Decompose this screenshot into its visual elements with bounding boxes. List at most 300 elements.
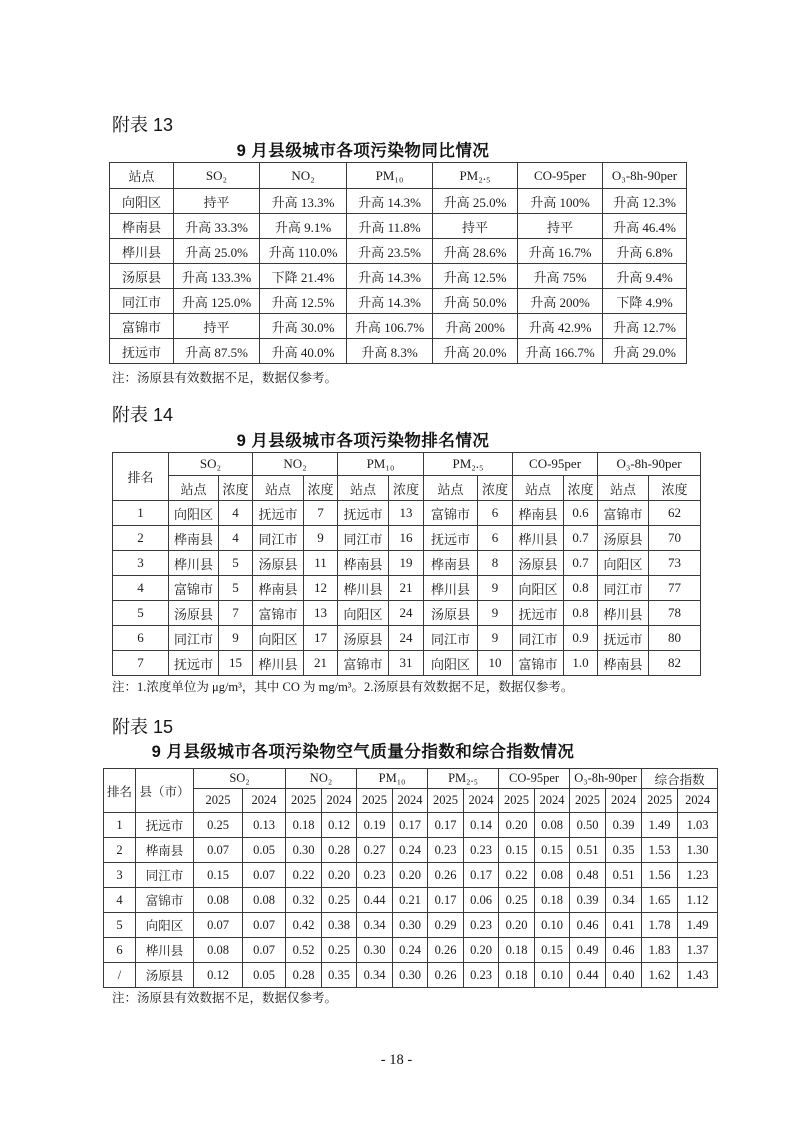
t14-conc-cell: 6 (478, 526, 513, 551)
t14-conc-cell: 0.9 (564, 626, 598, 651)
t13-cell: 升高 29.0% (603, 339, 687, 364)
t15-value-cell: 0.08 (194, 938, 243, 963)
t14-station-cell: 汤原县 (169, 601, 219, 626)
t14-station-cell: 桦南县 (338, 551, 389, 576)
t15-value-cell: 0.44 (357, 888, 393, 913)
t15-value-cell: 0.51 (570, 838, 606, 863)
t15-value-cell: 1.49 (678, 913, 718, 938)
t13-header-o3: O₃-8h-90per (603, 163, 687, 189)
t14-conc-cell: 0.7 (564, 526, 598, 551)
t15-value-cell: 0.18 (286, 813, 322, 838)
t15-value-cell: 0.20 (499, 913, 535, 938)
t13-cell: 升高 106.7% (347, 314, 433, 339)
t15-value-cell: 0.26 (428, 863, 464, 888)
t15-value-cell: 1.43 (678, 963, 718, 988)
t13-cell: 升高 14.3% (347, 189, 433, 214)
t13-cell: 升高 6.8% (603, 239, 687, 264)
t13-cell: 升高 133.3% (174, 264, 260, 289)
t13-cell: 升高 23.5% (347, 239, 433, 264)
t14-conc-cell: 21 (304, 651, 338, 676)
t15-value-cell: 0.23 (357, 863, 393, 888)
t15-row (104, 963, 718, 988)
t14-conc-cell: 15 (219, 651, 253, 676)
t14-conc-cell: 19 (389, 551, 424, 576)
t15-year-header: 2025 (428, 789, 464, 813)
t15-value-cell: 0.26 (428, 963, 464, 988)
t14-station-cell: 抚远市 (169, 651, 219, 676)
t14-row (113, 601, 701, 626)
t15-header-city: 县（市） (136, 769, 194, 813)
t15-value-cell: 0.25 (322, 888, 357, 913)
t15-value-cell: 0.22 (499, 863, 535, 888)
t15-value-cell: 0.18 (499, 963, 535, 988)
t15-rank-cell: 6 (104, 938, 136, 963)
t15-value-cell: 0.46 (570, 913, 606, 938)
t14-station-cell: 同江市 (169, 626, 219, 651)
t14-subheader-station: 站点 (424, 476, 478, 501)
t14-conc-cell: 82 (649, 651, 701, 676)
t14-rank-cell: 5 (113, 601, 169, 626)
t15-value-cell: 0.17 (428, 888, 464, 913)
t14-conc-cell: 21 (389, 576, 424, 601)
t13-cell: 升高 42.9% (518, 314, 603, 339)
t15-header-co: CO-95per (499, 769, 570, 789)
t14-conc-cell: 62 (649, 501, 701, 526)
t14-station-cell: 抚远市 (253, 501, 304, 526)
t15-value-cell: 0.17 (428, 813, 464, 838)
t15-year-header: 2024 (393, 789, 428, 813)
t14-row (113, 626, 701, 651)
table14-ranking (112, 452, 701, 676)
t15-row (104, 838, 718, 863)
t14-conc-cell: 31 (389, 651, 424, 676)
t13-cell: 升高 100% (518, 189, 603, 214)
t14-subheader-station: 站点 (338, 476, 389, 501)
t15-value-cell: 0.41 (606, 913, 642, 938)
t15-value-cell: 0.24 (393, 838, 428, 863)
t15-value-cell: 0.30 (393, 913, 428, 938)
t15-header-rank: 排名 (104, 769, 136, 813)
t13-cell: 升高 46.4% (603, 214, 687, 239)
t14-row (113, 501, 701, 526)
t14-station-cell: 向阳区 (338, 601, 389, 626)
t14-conc-cell: 16 (389, 526, 424, 551)
t15-value-cell: 0.38 (322, 913, 357, 938)
t15-value-cell: 0.34 (606, 888, 642, 913)
t14-station-cell: 向阳区 (598, 551, 649, 576)
t15-value-cell: 0.22 (286, 863, 322, 888)
t15-rank-cell: 5 (104, 913, 136, 938)
t13-station-cell: 桦南县 (110, 214, 174, 239)
t15-value-cell: 0.26 (428, 938, 464, 963)
t14-conc-cell: 73 (649, 551, 701, 576)
t13-row (110, 339, 687, 364)
t14-conc-cell: 0.7 (564, 551, 598, 576)
t15-year-header: 2025 (194, 789, 243, 813)
t13-station-cell: 同江市 (110, 289, 174, 314)
t15-value-cell: 0.08 (535, 863, 570, 888)
t14-conc-cell: 11 (304, 551, 338, 576)
t14-conc-cell: 12 (304, 576, 338, 601)
t15-value-cell: 0.44 (570, 963, 606, 988)
t14-conc-cell: 17 (304, 626, 338, 651)
t15-value-cell: 0.29 (428, 913, 464, 938)
t13-cell: 升高 87.5% (174, 339, 260, 364)
t14-conc-cell: 5 (219, 551, 253, 576)
t13-station-cell: 富锦市 (110, 314, 174, 339)
t15-year-header: 2025 (642, 789, 678, 813)
t14-conc-cell: 24 (389, 601, 424, 626)
t13-row (110, 189, 687, 214)
t15-rank-cell: 1 (104, 813, 136, 838)
t14-station-cell: 汤原县 (598, 526, 649, 551)
t15-value-cell: 0.51 (606, 863, 642, 888)
t15-value-cell: 0.17 (393, 813, 428, 838)
t15-value-cell: 1.65 (642, 888, 678, 913)
t14-rank-cell: 2 (113, 526, 169, 551)
t15-value-cell: 0.21 (393, 888, 428, 913)
t15-year-header: 2024 (678, 789, 718, 813)
t13-cell: 升高 30.0% (260, 314, 347, 339)
t14-conc-cell: 24 (389, 626, 424, 651)
table15-aqi-subindex (103, 768, 718, 988)
t15-rank-cell: / (104, 963, 136, 988)
t13-row (110, 314, 687, 339)
t15-year-header: 2024 (322, 789, 357, 813)
t15-header-pm25: PM₂.₅ (428, 769, 499, 789)
t14-station-cell: 同江市 (513, 626, 564, 651)
t14-station-cell: 桦南县 (598, 651, 649, 676)
t14-conc-cell: 80 (649, 626, 701, 651)
t15-year-header: 2025 (286, 789, 322, 813)
table13-note: 注：汤原县有效数据不足，数据仅参考。 (112, 371, 338, 385)
t15-value-cell: 0.30 (357, 938, 393, 963)
t13-cell: 升高 14.3% (347, 289, 433, 314)
t14-header-rank: 排名 (113, 453, 169, 501)
t13-cell: 升高 25.0% (174, 239, 260, 264)
t14-station-cell: 向阳区 (169, 501, 219, 526)
t15-value-cell: 0.08 (194, 888, 243, 913)
t15-value-cell: 0.15 (535, 938, 570, 963)
t14-header-row1 (113, 453, 701, 476)
t15-value-cell: 0.20 (464, 938, 499, 963)
t15-city-cell: 桦川县 (136, 938, 194, 963)
t13-header-no2: NO₂ (260, 163, 347, 189)
t15-value-cell: 0.23 (464, 913, 499, 938)
t13-cell: 升高 11.8% (347, 214, 433, 239)
t14-conc-cell: 77 (649, 576, 701, 601)
t14-station-cell: 富锦市 (338, 651, 389, 676)
t14-conc-cell: 70 (649, 526, 701, 551)
t13-cell: 持平 (174, 314, 260, 339)
t13-row (110, 264, 687, 289)
t14-conc-cell: 7 (304, 501, 338, 526)
t13-cell: 下降 21.4% (260, 264, 347, 289)
t14-station-cell: 汤原县 (513, 551, 564, 576)
t15-value-cell: 0.42 (286, 913, 322, 938)
t13-station-cell: 向阳区 (110, 189, 174, 214)
table14-label: 附表 14 (112, 405, 174, 425)
t14-station-cell: 富锦市 (424, 501, 478, 526)
t15-header-row2 (104, 789, 718, 813)
t15-value-cell: 1.12 (678, 888, 718, 913)
t15-value-cell: 0.07 (243, 938, 286, 963)
t14-conc-cell: 9 (219, 626, 253, 651)
t14-header-o3: O₃-8h-90per (598, 453, 701, 476)
t14-station-cell: 汤原县 (424, 601, 478, 626)
t15-value-cell: 0.46 (606, 938, 642, 963)
t15-value-cell: 0.14 (464, 813, 499, 838)
t14-subheader-conc: 浓度 (389, 476, 424, 501)
t13-header-station: 站点 (110, 163, 174, 189)
t13-cell: 升高 50.0% (433, 289, 518, 314)
t13-cell: 升高 14.3% (347, 264, 433, 289)
t15-value-cell: 1.37 (678, 938, 718, 963)
t15-city-cell: 抚远市 (136, 813, 194, 838)
t14-conc-cell: 9 (478, 601, 513, 626)
t13-cell: 升高 40.0% (260, 339, 347, 364)
t15-value-cell: 0.05 (243, 963, 286, 988)
t15-header-pm10: PM₁₀ (357, 769, 428, 789)
t14-header-pm10: PM₁₀ (338, 453, 424, 476)
t14-header-row2 (113, 476, 701, 501)
t15-year-header: 2025 (570, 789, 606, 813)
t13-cell: 升高 12.3% (603, 189, 687, 214)
t13-cell: 升高 166.7% (518, 339, 603, 364)
t14-rank-cell: 4 (113, 576, 169, 601)
t15-value-cell: 0.08 (535, 813, 570, 838)
t15-year-header: 2025 (357, 789, 393, 813)
t15-header-row1 (104, 769, 718, 789)
t15-value-cell: 1.49 (642, 813, 678, 838)
t15-row (104, 863, 718, 888)
t14-header-so2: SO₂ (169, 453, 253, 476)
t15-value-cell: 0.34 (357, 963, 393, 988)
t13-header-so2: SO₂ (174, 163, 260, 189)
t14-subheader-conc: 浓度 (478, 476, 513, 501)
t14-subheader-station: 站点 (169, 476, 219, 501)
t14-subheader-station: 站点 (253, 476, 304, 501)
t15-value-cell: 0.07 (243, 863, 286, 888)
t14-conc-cell: 1.0 (564, 651, 598, 676)
t14-conc-cell: 78 (649, 601, 701, 626)
t15-header-so2: SO₂ (194, 769, 286, 789)
t14-station-cell: 桦南县 (169, 526, 219, 551)
t15-value-cell: 1.03 (678, 813, 718, 838)
t15-header-composite: 综合指数 (642, 769, 718, 789)
t14-row (113, 651, 701, 676)
t15-value-cell: 0.23 (428, 838, 464, 863)
t13-cell: 持平 (174, 189, 260, 214)
t14-station-cell: 同江市 (253, 526, 304, 551)
t15-value-cell: 1.78 (642, 913, 678, 938)
t13-cell: 升高 8.3% (347, 339, 433, 364)
t15-value-cell: 0.50 (570, 813, 606, 838)
t14-header-no2: NO₂ (253, 453, 338, 476)
t15-value-cell: 0.08 (243, 888, 286, 913)
t15-value-cell: 0.10 (535, 963, 570, 988)
t14-rank-cell: 1 (113, 501, 169, 526)
t14-row (113, 526, 701, 551)
t15-value-cell: 1.23 (678, 863, 718, 888)
t13-cell: 升高 16.7% (518, 239, 603, 264)
t13-cell: 升高 25.0% (433, 189, 518, 214)
t13-cell: 升高 12.7% (603, 314, 687, 339)
table15-title: 9 月县级城市各项污染物空气质量分指数和综合指数情况 (151, 743, 575, 761)
t15-value-cell: 0.17 (464, 863, 499, 888)
t15-row (104, 913, 718, 938)
t15-value-cell: 0.20 (322, 863, 357, 888)
t15-value-cell: 0.40 (606, 963, 642, 988)
t14-subheader-conc: 浓度 (219, 476, 253, 501)
t14-conc-cell: 9 (478, 626, 513, 651)
t14-conc-cell: 9 (304, 526, 338, 551)
t13-cell: 持平 (518, 214, 603, 239)
t14-station-cell: 富锦市 (169, 576, 219, 601)
t14-conc-cell: 8 (478, 551, 513, 576)
t13-cell: 升高 125.0% (174, 289, 260, 314)
t14-station-cell: 桦南县 (513, 501, 564, 526)
t13-station-cell: 抚远市 (110, 339, 174, 364)
t13-cell: 升高 20.0% (433, 339, 518, 364)
t15-value-cell: 0.35 (606, 838, 642, 863)
t13-cell: 升高 28.6% (433, 239, 518, 264)
t15-rank-cell: 2 (104, 838, 136, 863)
t14-subheader-conc: 浓度 (564, 476, 598, 501)
t14-conc-cell: 7 (219, 601, 253, 626)
t15-city-cell: 向阳区 (136, 913, 194, 938)
t14-station-cell: 桦川县 (253, 651, 304, 676)
t15-value-cell: 0.10 (535, 913, 570, 938)
t14-conc-cell: 6 (478, 501, 513, 526)
t14-station-cell: 汤原县 (338, 626, 389, 651)
t15-value-cell: 0.07 (194, 913, 243, 938)
t15-value-cell: 0.32 (286, 888, 322, 913)
table15-note: 注：汤原县有效数据不足，数据仅参考。 (112, 991, 338, 1005)
t14-station-cell: 抚远市 (338, 501, 389, 526)
t13-row (110, 239, 687, 264)
t14-station-cell: 桦川县 (338, 576, 389, 601)
t15-year-header: 2024 (243, 789, 286, 813)
t14-conc-cell: 0.6 (564, 501, 598, 526)
t15-year-header: 2024 (464, 789, 499, 813)
t15-value-cell: 0.30 (286, 838, 322, 863)
t14-conc-cell: 0.8 (564, 601, 598, 626)
t15-value-cell: 0.28 (322, 838, 357, 863)
t13-header-pm25: PM₂.₅ (433, 163, 518, 189)
t14-subheader-conc: 浓度 (649, 476, 701, 501)
page-number: - 18 - (380, 1052, 413, 1068)
t14-header-pm25: PM₂.₅ (424, 453, 513, 476)
t14-conc-cell: 13 (304, 601, 338, 626)
t15-value-cell: 0.15 (194, 863, 243, 888)
t14-station-cell: 桦川县 (424, 576, 478, 601)
t14-station-cell: 抚远市 (598, 626, 649, 651)
t15-value-cell: 0.19 (357, 813, 393, 838)
t15-value-cell: 0.05 (243, 838, 286, 863)
t14-station-cell: 桦川县 (513, 526, 564, 551)
t14-station-cell: 向阳区 (513, 576, 564, 601)
t14-station-cell: 抚远市 (513, 601, 564, 626)
t14-rank-cell: 3 (113, 551, 169, 576)
t15-value-cell: 1.83 (642, 938, 678, 963)
t15-value-cell: 0.52 (286, 938, 322, 963)
t15-value-cell: 0.12 (194, 963, 243, 988)
t15-value-cell: 0.39 (570, 888, 606, 913)
t14-station-cell: 同江市 (338, 526, 389, 551)
t15-value-cell: 0.20 (499, 813, 535, 838)
t14-station-cell: 富锦市 (253, 601, 304, 626)
t15-city-cell: 富锦市 (136, 888, 194, 913)
t13-station-cell: 汤原县 (110, 264, 174, 289)
t15-value-cell: 0.07 (194, 838, 243, 863)
t15-city-cell: 桦南县 (136, 838, 194, 863)
t15-value-cell: 0.30 (393, 963, 428, 988)
t13-cell: 升高 75% (518, 264, 603, 289)
t15-value-cell: 0.34 (357, 913, 393, 938)
t15-value-cell: 0.27 (357, 838, 393, 863)
t15-value-cell: 0.35 (322, 963, 357, 988)
t14-station-cell: 同江市 (424, 626, 478, 651)
t13-cell: 升高 200% (433, 314, 518, 339)
t14-subheader-station: 站点 (513, 476, 564, 501)
t15-value-cell: 0.06 (464, 888, 499, 913)
t15-city-cell: 同江市 (136, 863, 194, 888)
t15-value-cell: 0.48 (570, 863, 606, 888)
t14-rank-cell: 7 (113, 651, 169, 676)
t15-value-cell: 1.56 (642, 863, 678, 888)
t15-city-cell: 汤原县 (136, 963, 194, 988)
t14-station-cell: 富锦市 (598, 501, 649, 526)
t15-row (104, 813, 718, 838)
table13-yoy-comparison (109, 162, 687, 364)
t14-station-cell: 桦川县 (598, 601, 649, 626)
t13-cell: 升高 110.0% (260, 239, 347, 264)
t15-header-o3: O₃-8h-90per (570, 769, 642, 789)
t13-cell: 升高 9.4% (603, 264, 687, 289)
t15-row (104, 888, 718, 913)
t15-value-cell: 1.62 (642, 963, 678, 988)
t15-value-cell: 0.25 (499, 888, 535, 913)
t14-row (113, 551, 701, 576)
t14-station-cell: 桦川县 (169, 551, 219, 576)
t15-value-cell: 0.15 (535, 838, 570, 863)
t15-value-cell: 0.18 (499, 938, 535, 963)
t13-cell: 升高 200% (518, 289, 603, 314)
t14-subheader-conc: 浓度 (304, 476, 338, 501)
t15-year-header: 2025 (499, 789, 535, 813)
t15-value-cell: 0.15 (499, 838, 535, 863)
t15-value-cell: 0.24 (393, 938, 428, 963)
t13-row (110, 289, 687, 314)
t15-value-cell: 0.20 (393, 863, 428, 888)
t13-cell: 下降 4.9% (603, 289, 687, 314)
t15-rank-cell: 3 (104, 863, 136, 888)
t14-row (113, 576, 701, 601)
t15-value-cell: 0.13 (243, 813, 286, 838)
t15-value-cell: 0.49 (570, 938, 606, 963)
t15-row (104, 938, 718, 963)
t14-conc-cell: 10 (478, 651, 513, 676)
t13-station-cell: 桦川县 (110, 239, 174, 264)
table13-title: 9 月县级城市各项污染物同比情况 (236, 142, 490, 160)
table14-note: 注：1.浓度单位为 μg/m³，其中 CO 为 mg/m³。2.汤原县有效数据不足，数据仅参考。 (112, 680, 574, 694)
t13-cell: 持平 (433, 214, 518, 239)
t13-header-co: CO-95per (518, 163, 603, 189)
t14-station-cell: 桦南县 (253, 576, 304, 601)
t14-station-cell: 同江市 (598, 576, 649, 601)
t14-conc-cell: 4 (219, 501, 253, 526)
